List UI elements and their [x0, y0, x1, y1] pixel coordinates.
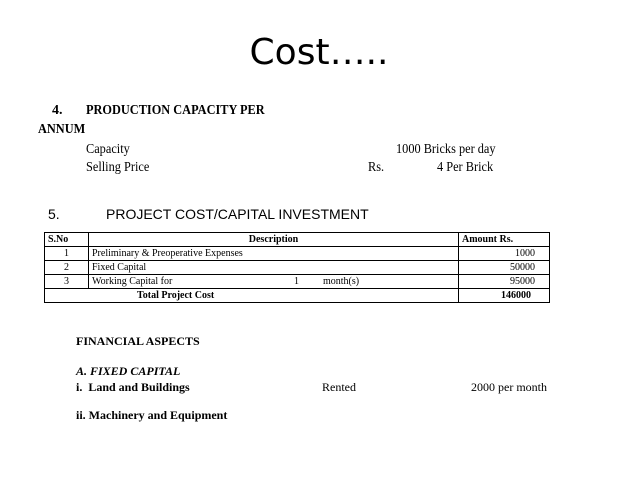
fixed-capital-heading: A. FIXED CAPITAL	[76, 364, 181, 378]
row-amount: 95000	[459, 275, 550, 289]
land-cost: 2000 per month	[471, 380, 547, 394]
working-capital-unit: month(s)	[323, 276, 360, 287]
selling-price-currency: Rs.	[368, 160, 385, 175]
section4-heading-line2: ANNUM	[38, 122, 86, 137]
selling-price-value: 4 Per Brick	[437, 160, 494, 175]
table-header-row	[45, 233, 550, 247]
section5-number: 5.	[48, 206, 60, 222]
total-label: Total Project Cost	[45, 289, 459, 303]
capacity-value: 1000 Bricks per day	[396, 142, 496, 157]
capacity-label: Capacity	[86, 142, 130, 157]
row-amount: 50000	[459, 261, 550, 275]
header-description: Description	[89, 233, 459, 247]
table-row	[45, 275, 550, 289]
row-sno: 1	[45, 247, 89, 261]
row-description: Working Capital for 1 month(s)	[89, 275, 459, 289]
header-amount: Amount Rs.	[459, 233, 550, 247]
machinery-label: ii. Machinery and Equipment	[76, 408, 228, 422]
row-sno: 3	[45, 275, 89, 289]
header-sno: S.No	[45, 233, 89, 247]
section4-number: 4.	[52, 103, 63, 118]
table-total-row	[45, 289, 550, 303]
land-buildings-label: i. Land and Buildings	[76, 380, 190, 394]
page-title: Cost…..	[249, 32, 389, 73]
row-description: Preliminary & Preoperative Expenses	[89, 247, 459, 261]
project-cost-table	[44, 232, 550, 303]
working-capital-months: 1	[294, 276, 299, 287]
row-sno: 2	[45, 261, 89, 275]
table-row	[45, 261, 550, 275]
selling-price-label: Selling Price	[86, 160, 150, 175]
financial-heading: FINANCIAL ASPECTS	[76, 334, 200, 348]
row-amount: 1000	[459, 247, 550, 261]
section5-heading: PROJECT COST/CAPITAL INVESTMENT	[106, 206, 369, 222]
land-status: Rented	[322, 380, 356, 394]
row-description: Fixed Capital	[89, 261, 459, 275]
section4-heading-line1: PRODUCTION CAPACITY PER	[86, 103, 265, 118]
table-row	[45, 247, 550, 261]
total-value: 146000	[459, 289, 550, 303]
